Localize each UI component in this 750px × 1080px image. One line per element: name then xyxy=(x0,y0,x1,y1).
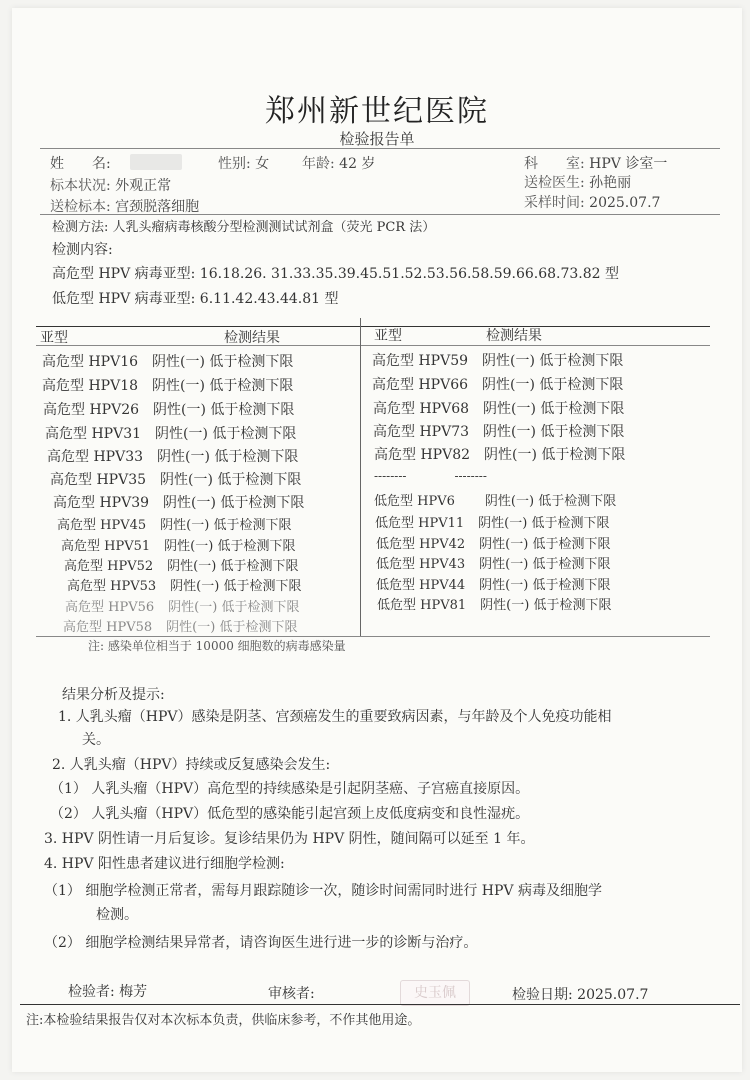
row-note: 低于检测下限 xyxy=(540,401,625,417)
row-result: 阴性(一) xyxy=(153,402,206,418)
col-subtype-right: 亚型 xyxy=(374,328,402,344)
analysis-line: （2） 细胞学检测结果异常者，请咨询医生进行进一步的诊断与治疗。 xyxy=(44,935,478,951)
row-note: 低于检测下限 xyxy=(533,598,612,613)
row-result: 阴性(一) xyxy=(479,537,529,552)
row-note: 低于检测下限 xyxy=(214,449,299,465)
row-note: 低于检测下限 xyxy=(223,579,302,594)
age-value: 42 岁 xyxy=(339,156,376,172)
analysis-line: 3. HPV 阴性请一月后复诊。复诊结果仍为 HPV 阴性，随间隔可以延至 1 年。 xyxy=(44,831,535,847)
row-note: 低于检测下限 xyxy=(540,424,625,440)
row-result: 阴性(一) xyxy=(160,518,210,533)
table-row xyxy=(57,514,291,533)
row-note: 低于检测下限 xyxy=(541,447,626,463)
analysis-line: （1） 细胞学检测正常者，需每月跟踪随诊一次，随诊时间需同时进行 HPV 病毒及细胞学 xyxy=(44,883,602,899)
row-result: 阴性(一) xyxy=(167,559,217,574)
row-result: 阴性(一) xyxy=(484,447,537,463)
analysis-line: （1） 人乳头瘤（HPV）高危型的持续感染是引起阴茎癌、子宫癌直接原因。 xyxy=(50,781,530,797)
table-row xyxy=(376,553,610,572)
row-result: 阴性(一) xyxy=(484,494,535,509)
report-paper xyxy=(12,8,742,1072)
row-result: 阴性(一) xyxy=(480,598,530,613)
disclaimer: 注:本检验结果报告仅对本次标本负责，供临床参考，不作其他用途。 xyxy=(26,1013,421,1028)
row-type: 高危型 HPV56 xyxy=(65,600,155,615)
row-result: 阴性(一) xyxy=(152,354,205,370)
table-row xyxy=(61,535,295,554)
row-result: 阴性(一) xyxy=(482,377,535,393)
row-note: 低于检测下限 xyxy=(213,518,292,533)
table-row xyxy=(374,490,616,509)
redacted-name xyxy=(130,154,182,170)
sample-status-value: 外观正常 xyxy=(115,178,172,194)
reviewer-label: 审核者: xyxy=(268,986,315,1002)
row-note: 低于检测下限 xyxy=(221,600,300,615)
separator-right: -------- xyxy=(454,469,487,483)
age-label: 年龄: xyxy=(302,156,335,172)
row-type: 高危型 HPV82 xyxy=(374,447,471,463)
row-result: 阴性(一) xyxy=(482,353,535,369)
footer-rule xyxy=(20,1004,740,1005)
row-type: 高危型 HPV45 xyxy=(57,518,147,533)
analysis-line: 关。 xyxy=(82,732,110,748)
row-result: 阴性(一) xyxy=(479,557,529,572)
test-date-value: 2025.07.7 xyxy=(577,987,649,1003)
row-type: 高危型 HPV73 xyxy=(373,424,470,440)
row-type: 低危型 HPV81 xyxy=(377,598,467,613)
table-divider xyxy=(360,318,361,636)
row-type: 高危型 HPV16 xyxy=(42,354,139,370)
row-note: 低于检测下限 xyxy=(539,377,624,393)
collect-time-label: 采样时间: xyxy=(524,195,585,211)
row-note: 低于检测下限 xyxy=(210,402,295,418)
row-note: 低于检测下限 xyxy=(538,494,617,509)
test-method: 检测方法: 人乳头瘤病毒核酸分型检测测试试剂盒（荧光 PCR 法） xyxy=(52,220,436,235)
col-result-left: 检测结果 xyxy=(224,330,280,346)
row-note: 低于检测下限 xyxy=(532,557,611,572)
row-type: 高危型 HPV66 xyxy=(372,377,469,393)
row-result: 阴性(一) xyxy=(478,516,528,531)
table-row xyxy=(376,533,610,552)
row-type: 低危型 HPV44 xyxy=(376,578,466,593)
row-type: 高危型 HPV52 xyxy=(64,559,154,574)
row-result: 阴性(一) xyxy=(157,449,210,465)
test-date-label: 检验日期: xyxy=(512,987,573,1003)
table-top-rule xyxy=(36,326,710,327)
header-top-rule xyxy=(40,148,720,149)
row-type: 高危型 HPV51 xyxy=(61,539,151,554)
table-row xyxy=(372,374,623,394)
tester-field xyxy=(68,981,147,1001)
row-result: 阴性(一) xyxy=(155,426,208,442)
table-row xyxy=(374,444,625,464)
row-type: 高危型 HPV58 xyxy=(63,620,153,635)
row-note: 低于检测下限 xyxy=(209,354,294,370)
row-type: 高危型 HPV59 xyxy=(372,353,469,369)
row-type: 低危型 HPV42 xyxy=(376,537,466,552)
row-note: 低于检测下限 xyxy=(212,426,297,442)
row-note: 低于检测下限 xyxy=(220,559,299,574)
analysis-line: （2） 人乳头瘤（HPV）低危型的感染能引起宫颈上皮低度病变和良性湿疣。 xyxy=(50,806,530,822)
row-note: 低于检测下限 xyxy=(217,472,302,488)
table-row xyxy=(67,575,301,594)
row-result: 阴性(一) xyxy=(166,620,216,635)
col-result-right: 检测结果 xyxy=(486,328,542,344)
hospital-name: 郑州新世纪医院 xyxy=(265,94,489,129)
separator-left: -------- xyxy=(374,469,407,483)
analysis-line: 2. 人乳头瘤（HPV）持续或反复感染会发生: xyxy=(52,757,331,773)
table-row xyxy=(65,596,299,615)
row-result: 阴性(一) xyxy=(483,424,536,440)
table-row xyxy=(373,398,624,418)
table-row xyxy=(376,574,610,593)
reviewer-stamp: 史玉佩 xyxy=(400,980,470,1006)
report-title: 检验报告单 xyxy=(339,130,415,148)
table-row-separator xyxy=(374,469,487,483)
header-bottom-rule xyxy=(40,214,720,215)
test-date-field xyxy=(512,984,648,1004)
table-row xyxy=(47,446,298,466)
table-row xyxy=(50,469,301,489)
doctor-field xyxy=(524,172,631,192)
row-type: 高危型 HPV18 xyxy=(42,378,139,394)
row-type: 高危型 HPV31 xyxy=(45,426,142,442)
analysis-line: 1. 人乳头瘤（HPV）感染是阴茎、宫颈癌发生的重要致病因素，与年龄及个人免疫功能相 xyxy=(58,709,612,725)
row-type: 低危型 HPV11 xyxy=(375,516,465,531)
table-row xyxy=(63,616,297,635)
row-result: 阴性(一) xyxy=(152,378,205,394)
row-type: 高危型 HPV53 xyxy=(67,579,157,594)
high-risk-types: 高危型 HPV 病毒亚型: 16.18.26. 31.33.35.39.45.51.52.53.56.58.59.66.68.73.82 型 xyxy=(52,266,620,282)
row-result: 阴性(一) xyxy=(164,539,214,554)
row-note: 低于检测下限 xyxy=(219,620,298,635)
row-note: 低于检测下限 xyxy=(217,539,296,554)
table-row xyxy=(377,594,611,613)
col-subtype-left: 亚型 xyxy=(40,330,68,346)
table-row xyxy=(64,555,298,574)
table-row xyxy=(42,375,293,395)
sample-status-label: 标本状况: xyxy=(50,178,111,194)
dept-label: 科 室: xyxy=(524,156,585,172)
low-risk-types: 低危型 HPV 病毒亚型: 6.11.42.43.44.81 型 xyxy=(52,291,339,307)
test-content-label: 检测内容: xyxy=(52,242,113,258)
doctor-label: 送检医生: xyxy=(524,175,585,191)
table-row xyxy=(375,512,609,531)
table-row xyxy=(372,350,623,370)
row-type: 高危型 HPV26 xyxy=(43,402,140,418)
gender-value: 女 xyxy=(255,156,270,172)
table-row xyxy=(53,492,304,512)
collect-time-value: 2025.07.7 xyxy=(589,195,661,211)
collect-time-field xyxy=(524,192,660,212)
row-type: 低危型 HPV43 xyxy=(376,557,466,572)
sample-status-field xyxy=(50,175,171,195)
row-type: 高危型 HPV35 xyxy=(50,472,147,488)
row-result: 阴性(一) xyxy=(483,401,536,417)
table-footnote: 注: 感染单位相当于 10000 细胞数的病毒感染量 xyxy=(88,639,346,653)
dept-value: HPV 诊室一 xyxy=(589,156,668,172)
gender-label: 性别: xyxy=(218,156,251,172)
doctor-value: 孙艳丽 xyxy=(589,175,632,191)
analysis-line: 4. HPV 阳性患者建议进行细胞学检测: xyxy=(44,856,285,872)
row-type: 高危型 HPV39 xyxy=(53,495,150,511)
table-row xyxy=(43,399,294,419)
age-field xyxy=(302,153,375,173)
row-type: 高危型 HPV68 xyxy=(373,401,470,417)
row-type: 高危型 HPV33 xyxy=(47,449,144,465)
sample-label: 送检标本: xyxy=(50,199,111,215)
gender-field xyxy=(218,153,269,173)
row-note: 低于检测下限 xyxy=(532,578,611,593)
row-note: 低于检测下限 xyxy=(209,378,294,394)
row-note: 低于检测下限 xyxy=(220,495,305,511)
row-result: 阴性(一) xyxy=(479,578,529,593)
row-result: 阴性(一) xyxy=(170,579,220,594)
table-row xyxy=(373,421,624,441)
row-result: 阴性(一) xyxy=(160,472,213,488)
analysis-heading: 结果分析及提示: xyxy=(62,687,165,703)
row-note: 低于检测下限 xyxy=(531,516,610,531)
tester-name: 梅芳 xyxy=(119,984,148,1000)
dept-field xyxy=(524,153,667,173)
row-note: 低于检测下限 xyxy=(532,537,611,552)
table-header-rule xyxy=(36,345,710,346)
row-note: 低于检测下限 xyxy=(539,353,624,369)
name-label: 姓 名: xyxy=(50,156,111,172)
sample-field xyxy=(50,196,199,216)
table-row xyxy=(45,423,296,443)
analysis-line: 检测。 xyxy=(96,907,138,923)
row-result: 阴性(一) xyxy=(163,495,216,511)
sample-value: 宫颈脱落细胞 xyxy=(115,199,200,215)
row-type: 低危型 HPV6 xyxy=(374,494,455,509)
table-row xyxy=(42,351,293,371)
tester-label: 检验者: xyxy=(68,984,115,1000)
row-result: 阴性(一) xyxy=(168,600,218,615)
